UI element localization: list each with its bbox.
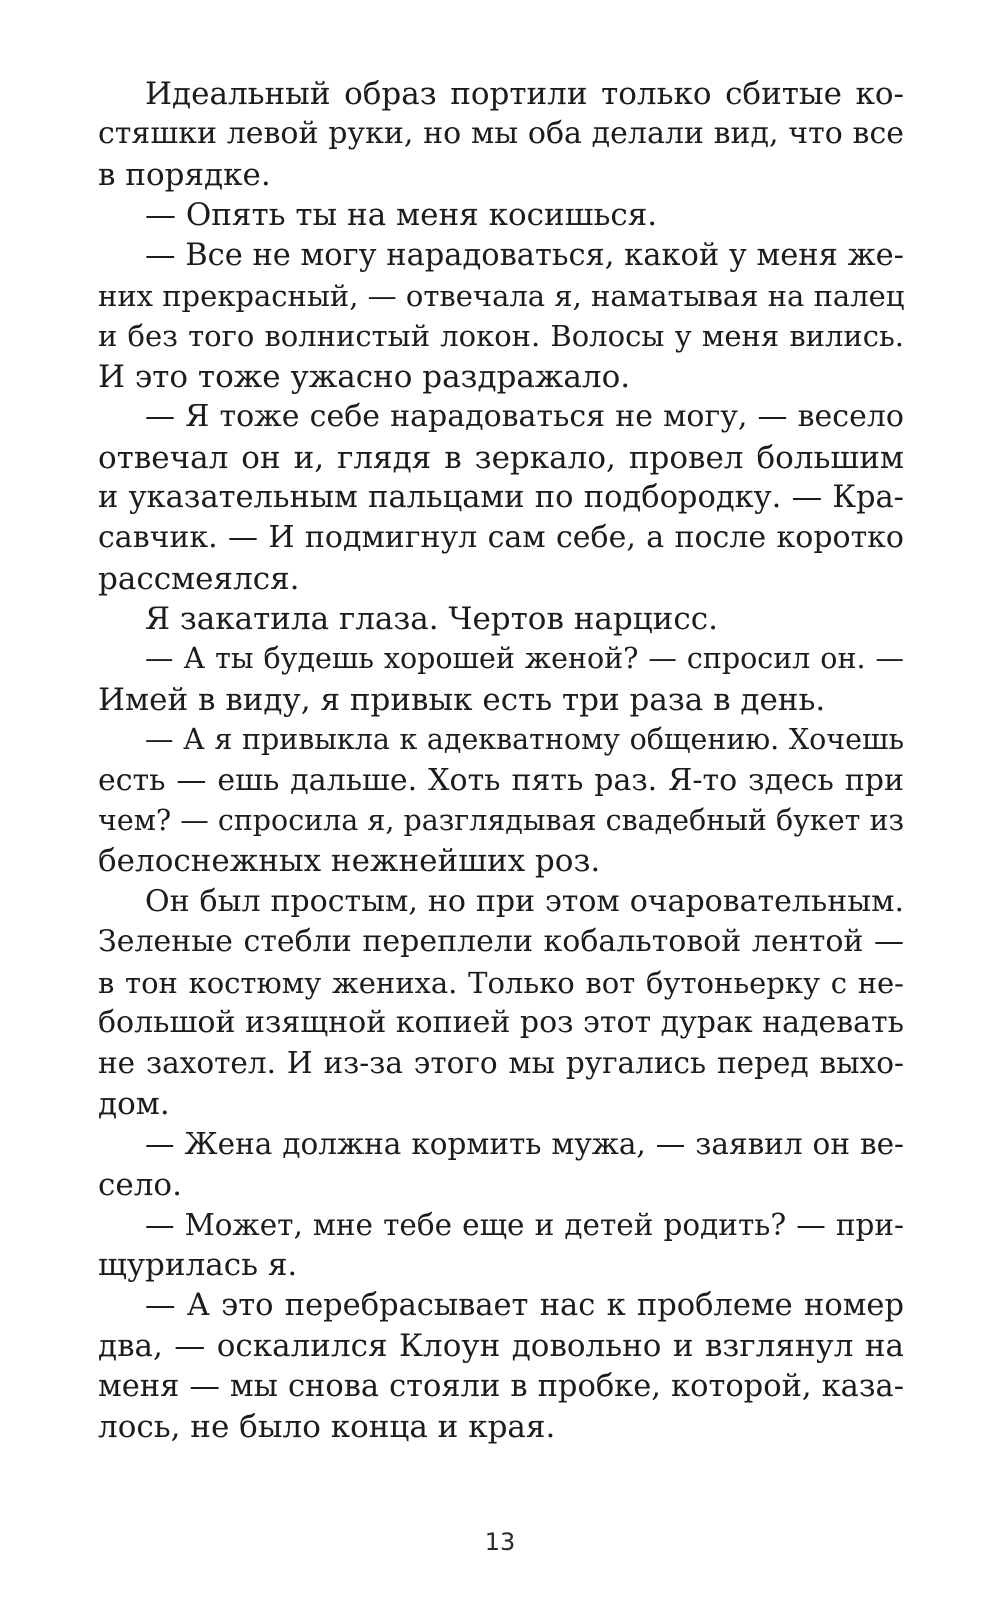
text-line: не захотел. И из-за этого мы ругались перед выхо- — [98, 1046, 904, 1081]
text-line: савчик. — И подмигнул сам себе, а после коротко — [98, 520, 904, 556]
page-number: 13 — [484, 1528, 516, 1556]
text-line: в порядке. — [98, 156, 271, 193]
text-line: Я закатила глаза. Чертов нарцисс. — [145, 601, 718, 638]
text-line: — Может, мне тебе еще и детей родить? — при- — [145, 1207, 904, 1242]
text-line: белоснежных нежнейших роз. — [98, 843, 601, 880]
text-line: в тон костюму жениха. Только вот бутоньерку с не- — [98, 965, 904, 1000]
text-line: два, — оскалился Клоун довольно и взглянул на — [98, 1328, 904, 1365]
text-line: дом. — [98, 1085, 170, 1122]
text-line: и без того волнистый локон. Волосы у меня вились. — [98, 319, 904, 354]
text-line: — Я тоже себе нарадоваться не могу, — весело — [145, 399, 904, 435]
text-line: большой изящной копией роз этот дурак надевать — [98, 1004, 904, 1040]
text-line: И это тоже ужасно раздражало. — [98, 358, 631, 395]
text-line: меня — мы снова стояли в пробке, которой, каза- — [98, 1368, 904, 1404]
text-line: Он был простым, но при этом очаровательным. — [145, 883, 904, 919]
text-line: отвечал он и, глядя в зеркало, провел большим — [98, 439, 904, 476]
text-line: лось, не было конца и края. — [98, 1408, 556, 1445]
text-line: рассмеялся. — [98, 560, 300, 597]
text-line: стяшки левой руки, но мы оба делали вид, что все — [98, 116, 904, 152]
text-line: — Опять ты на меня косишься. — [145, 197, 658, 234]
text-line: есть — ешь дальше. Хоть пять раз. Я-то здесь при — [98, 762, 904, 798]
text-line: — Жена должна кормить мужа, — заявил он ве- — [145, 1127, 904, 1162]
text-line: Идеальный образ портили только сбитые ко- — [145, 76, 904, 112]
text-line: Зеленые стебли переплели кобальтовой лентой — — [98, 924, 904, 960]
text-line: — Все не могу нарадоваться, какой у меня же- — [145, 237, 904, 273]
text-line: — А это перебрасывает нас к проблеме номер — [145, 1287, 904, 1323]
text-line: — А я привыкла к адекватному общению. Хочешь — [145, 723, 904, 757]
text-line: щурилась я. — [98, 1247, 298, 1284]
text-line: и указательным пальцами по подбородку. — Кра- — [98, 479, 904, 515]
body-text — [98, 74, 904, 1447]
text-line: чем? — спросила я, разглядывая свадебный букет из — [98, 804, 904, 838]
text-line: село. — [98, 1166, 182, 1203]
text-line: Имей в виду, я привык есть три раза в день. — [98, 681, 826, 718]
text-line: — А ты будешь хорошей женой? — спросил он. — — [145, 642, 904, 676]
text-line: них прекрасный, — отвечала я, наматывая на палец — [98, 278, 905, 313]
